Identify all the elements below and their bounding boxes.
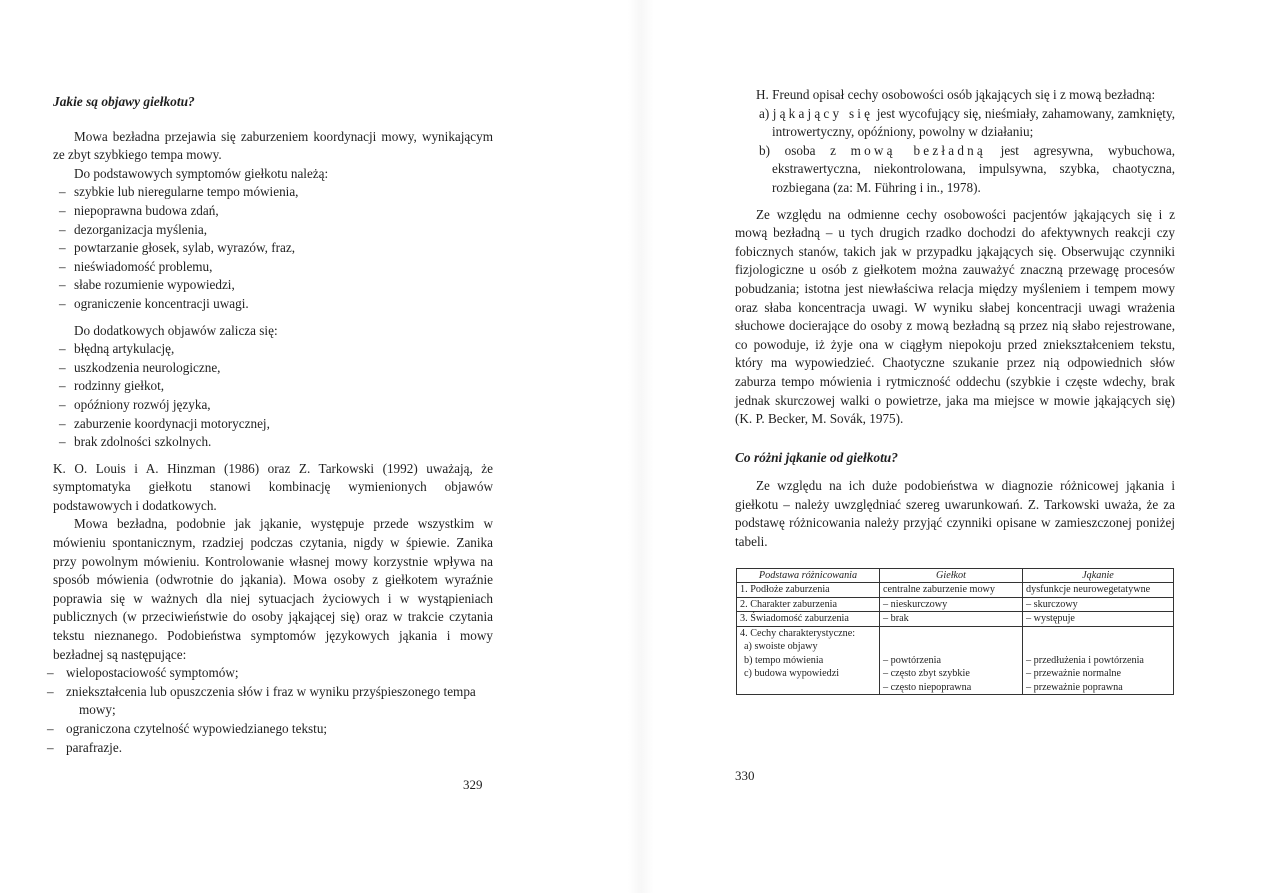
- list-item: – błędną artykulację,: [53, 340, 493, 359]
- table-cell: 3. Świadomość zaburzenia: [737, 612, 880, 627]
- table-header: Giełkot: [880, 568, 1023, 583]
- page-number-right: 330: [735, 768, 755, 783]
- list-item: – uszkodzenia neurologiczne,: [53, 359, 493, 378]
- basic-symptoms-intro: Do podstawowych symptomów giełkotu należą:: [74, 165, 329, 181]
- table-header-row: [737, 568, 1174, 583]
- list-item: – szybkie lub nieregularne tempo mówienia,: [53, 183, 493, 202]
- table-row: [737, 597, 1174, 612]
- list-item: – ograniczona czytelność wypowiedzianego tekstu;: [53, 720, 493, 739]
- table-row: [737, 583, 1174, 598]
- table-cell: 1. Podłoże zaburzenia: [737, 583, 880, 598]
- table-cell: – przedłużenia i powtórzenia – przeważnie normalne – przeważnie poprawna: [1023, 626, 1174, 695]
- table-cell: 4. Cechy charakterystyczne: a) swoiste objawy b) tempo mówienia c) budowa wypowiedzi: [737, 626, 880, 695]
- list-item: – rodzinny giełkot,: [53, 377, 493, 396]
- list-item: – powtarzanie głosek, sylab, wyrazów, fraz,: [53, 239, 493, 258]
- additional-symptoms-intro: Do dodatkowych objawów zalicza się:: [74, 322, 278, 338]
- table-cell: centralne zaburzenie mowy: [880, 583, 1023, 598]
- page-number-left: 329: [463, 777, 483, 792]
- right-page: [660, 0, 1263, 893]
- list-item: – opóźniony rozwój języka,: [53, 396, 493, 415]
- table-row: [737, 626, 1174, 695]
- differential-table: [736, 568, 1174, 696]
- intro-paragraph: Mowa bezładna przejawia się zaburzeniem koordynacji mowy, wynikającym ze zbyt szybkiego tempa mowy.: [53, 128, 493, 163]
- personality-paragraph: Ze względu na odmienne cechy osobowości pacjentów jąkających się i z mową bezładną – u tych drugich rzadko dochodzi do afektywnych reakcji czy fobicznych stanów, takich jak w przypadku jąkających się. Obserwując czynniki fizjologiczne u osób z giełkotem można zauważyć znaczną przewagę procesów pobudzania; istotna jest niewłaściwa relacja między myśleniem i tempem mowy oraz słaba koncentracja uwagi. W wyniku słabej koncentracji uwagi wrażenia słuchowe docierające do osoby z mową bezładną są przez nią słabo rejestrowane, co powoduje, iż żyje ona w ciągłym niepokoju przed zniekształceniem tekstu, który ma wypowiedzieć. Chaotyczne szukanie przez nią odpowiednich słów zaburza tempo mówienia i rytmiczność oddechu (szybkie i częste wdechy, brak jednak skurczowej walki o powietrze, jaka ma miejsce w mowie jąkających się) (K. P. Becker, M. Sovák, 1975).: [735, 206, 1175, 427]
- list-item: – wielopostaciowość symptomów;: [53, 664, 493, 683]
- personality-traits-list: [735, 105, 1175, 198]
- book-gutter: [628, 0, 654, 893]
- list-item: – brak zdolności szkolnych.: [53, 433, 493, 452]
- left-page: [0, 0, 620, 893]
- louis-hinzman-paragraph: K. O. Louis i A. Hinzman (1986) oraz Z. Tarkowski (1992) uważają, że symptomatyka giełkotu stanowi kombinację wymienionych objawów podstawowych i dodatkowych.: [53, 460, 493, 513]
- list-item: – niepoprawna budowa zdań,: [53, 202, 493, 221]
- row4-label: 4. Cechy charakterystyczne:: [740, 627, 856, 639]
- section-heading-differences: Co różni jąkanie od giełkotu?: [735, 449, 898, 465]
- list-item: – dezorganizacja myślenia,: [53, 221, 493, 240]
- left-page-body: [53, 93, 493, 757]
- table-cell: 2. Charakter zaburzenia: [737, 597, 880, 612]
- table-cell: – nieskurczowy: [880, 597, 1023, 612]
- list-item: a) jąkający się jest wycofujący się, nieśmiały, zahamowany, zamknięty, introwertyczny, opóźniony, powolny w działaniu;: [759, 105, 1175, 140]
- table-cell: – brak: [880, 612, 1023, 627]
- mowa-bezladna-paragraph: Mowa bezładna, podobnie jak jąkanie, występuje przede wszystkim w mówieniu spontanicznym, rzadziej podczas czytania, nigdy w śpiewie. Zanika przy powolnym mówieniu. Kontrolowanie własnej mowy korzystnie wpływa na sposób mówienia (odwrotnie do jąkania). Mowa osoby z giełkotem wyraźnie poprawia się w ważnych dla niej sytuacjach życiowych i w wystąpieniach publicznych (w przeciwieństwie do osoby jąkającej się) oraz w trakcie czytania tekstu nieznanego. Podobieństwa symptomów językowych jąkania i mowy bezładnej są następujące:: [53, 516, 493, 662]
- table-cell: dysfunkcje neurowegetatywne: [1023, 583, 1174, 598]
- list-item: – nieświadomość problemu,: [53, 258, 493, 277]
- additional-symptoms-list: [53, 340, 493, 452]
- freund-intro: H. Freund opisał cechy osobowości osób jąkających się i z mową bezładną:: [756, 87, 1156, 102]
- basic-symptoms-list: [53, 183, 493, 313]
- right-page-body: [735, 86, 1175, 695]
- list-item: – zaburzenie koordynacji motorycznej,: [53, 415, 493, 434]
- table-header: Jąkanie: [1023, 568, 1174, 583]
- table-header: Podstawa różnicowania: [737, 568, 880, 583]
- table-cell: – występuje: [1023, 612, 1174, 627]
- table-cell: – skurczowy: [1023, 597, 1174, 612]
- list-item: b) osoba z mową bezładną jest agresywna, wybuchowa, ekstrawertyczna, niekontrolowana, impulsywna, szybka, chaotyczna, rozbiegana (za: M. Führing i in., 1978).: [759, 142, 1175, 195]
- section-heading-symptoms: Jakie są objawy giełkotu?: [53, 94, 195, 109]
- list-item: – parafrazje.: [53, 739, 493, 758]
- list-item: – ograniczenie koncentracji uwagi.: [53, 295, 493, 314]
- differences-paragraph: Ze względu na ich duże podobieństwa w diagnozie różnicowej jąkania i giełkotu – należy uwzględniać szereg uwarunkowań. Z. Tarkowski uważa, że za podstawę różnicowania należy przyjąć czynniki opisane w zamieszczonej poniżej tabeli.: [735, 478, 1175, 550]
- list-item: – zniekształcenia lub opuszczenia słów i fraz w wyniku przyśpieszonego tempa mowy;: [53, 683, 493, 720]
- table-row: [737, 612, 1174, 627]
- table-cell: – powtórzenia – często zbyt szybkie – często niepoprawna: [880, 626, 1023, 695]
- similarities-list: [53, 664, 493, 757]
- list-item: – słabe rozumienie wypowiedzi,: [53, 276, 493, 295]
